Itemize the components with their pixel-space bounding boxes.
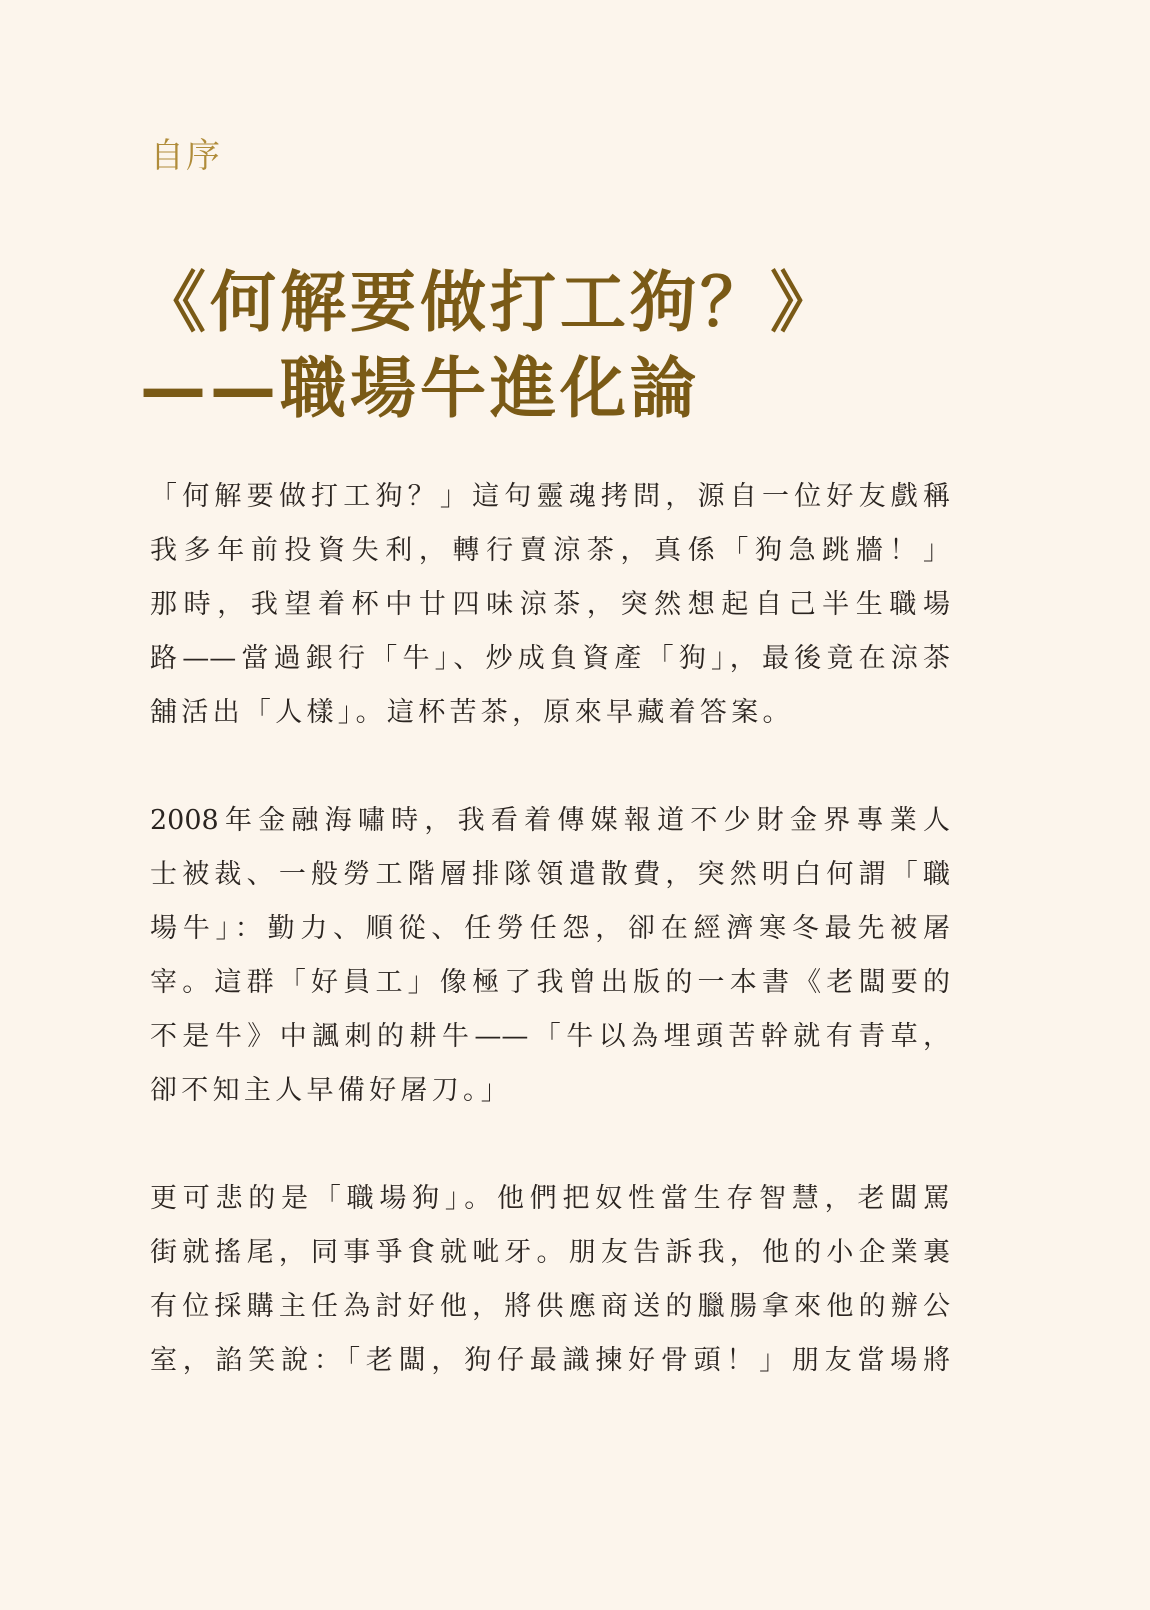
text-line: 更可悲的是「職場狗」。他們把奴性當生存智慧，老闆罵 bbox=[150, 1183, 950, 1214]
text-line: 士被裁、一般勞工階層排隊領遣散費，突然明白何謂「職 bbox=[150, 859, 950, 890]
text-line: 我多年前投資失利，轉行賣涼茶，真係「狗急跳牆！」 bbox=[150, 535, 950, 566]
text-line: 室，諂笑說：「老闆，狗仔最識揀好骨頭！」朋友當場將 bbox=[150, 1345, 950, 1376]
title-line-1: 《何解要做打工狗？》 bbox=[140, 264, 840, 341]
text-line: 那時，我望着杯中廿四味涼茶，突然想起自己半生職場 bbox=[150, 589, 950, 620]
text-line: 路——當過銀行「牛」、炒成負資產「狗」，最後竟在涼茶 bbox=[150, 643, 950, 674]
chapter-title bbox=[140, 260, 1040, 432]
text-line: 有位採購主任為討好他，將供應商送的臘腸拿來他的辦公 bbox=[150, 1291, 950, 1322]
title-line-2: ——職場牛進化論 bbox=[140, 350, 700, 427]
body-text bbox=[150, 470, 950, 1442]
text-line: 場牛」：勤力、順從、任勞任怨，卻在經濟寒冬最先被屠 bbox=[150, 913, 950, 944]
text-line: 宰。這群「好員工」像極了我曾出版的一本書《老闆要的 bbox=[150, 967, 950, 998]
paragraph-1 bbox=[150, 470, 950, 740]
paragraph-3 bbox=[150, 1172, 950, 1388]
text-line: 不是牛》中諷刺的耕牛——「牛以為埋頭苦幹就有青草， bbox=[150, 1021, 950, 1052]
text-line: 舖活出「人樣」。這杯苦茶，原來早藏着答案。 bbox=[150, 697, 794, 728]
section-label: 自序 bbox=[150, 136, 222, 176]
text-line: 卻不知主人早備好屠刀。」 bbox=[150, 1075, 513, 1106]
text-line: 「何解要做打工狗？」這句靈魂拷問，源自一位好友戲稱 bbox=[150, 481, 950, 512]
paragraph-2 bbox=[150, 794, 950, 1118]
text-line: 街就搖尾，同事爭食就呲牙。朋友告訴我，他的小企業裏 bbox=[150, 1237, 950, 1268]
text-line: 2008年金融海嘯時，我看着傳媒報道不少財金界專業人 bbox=[150, 805, 950, 836]
